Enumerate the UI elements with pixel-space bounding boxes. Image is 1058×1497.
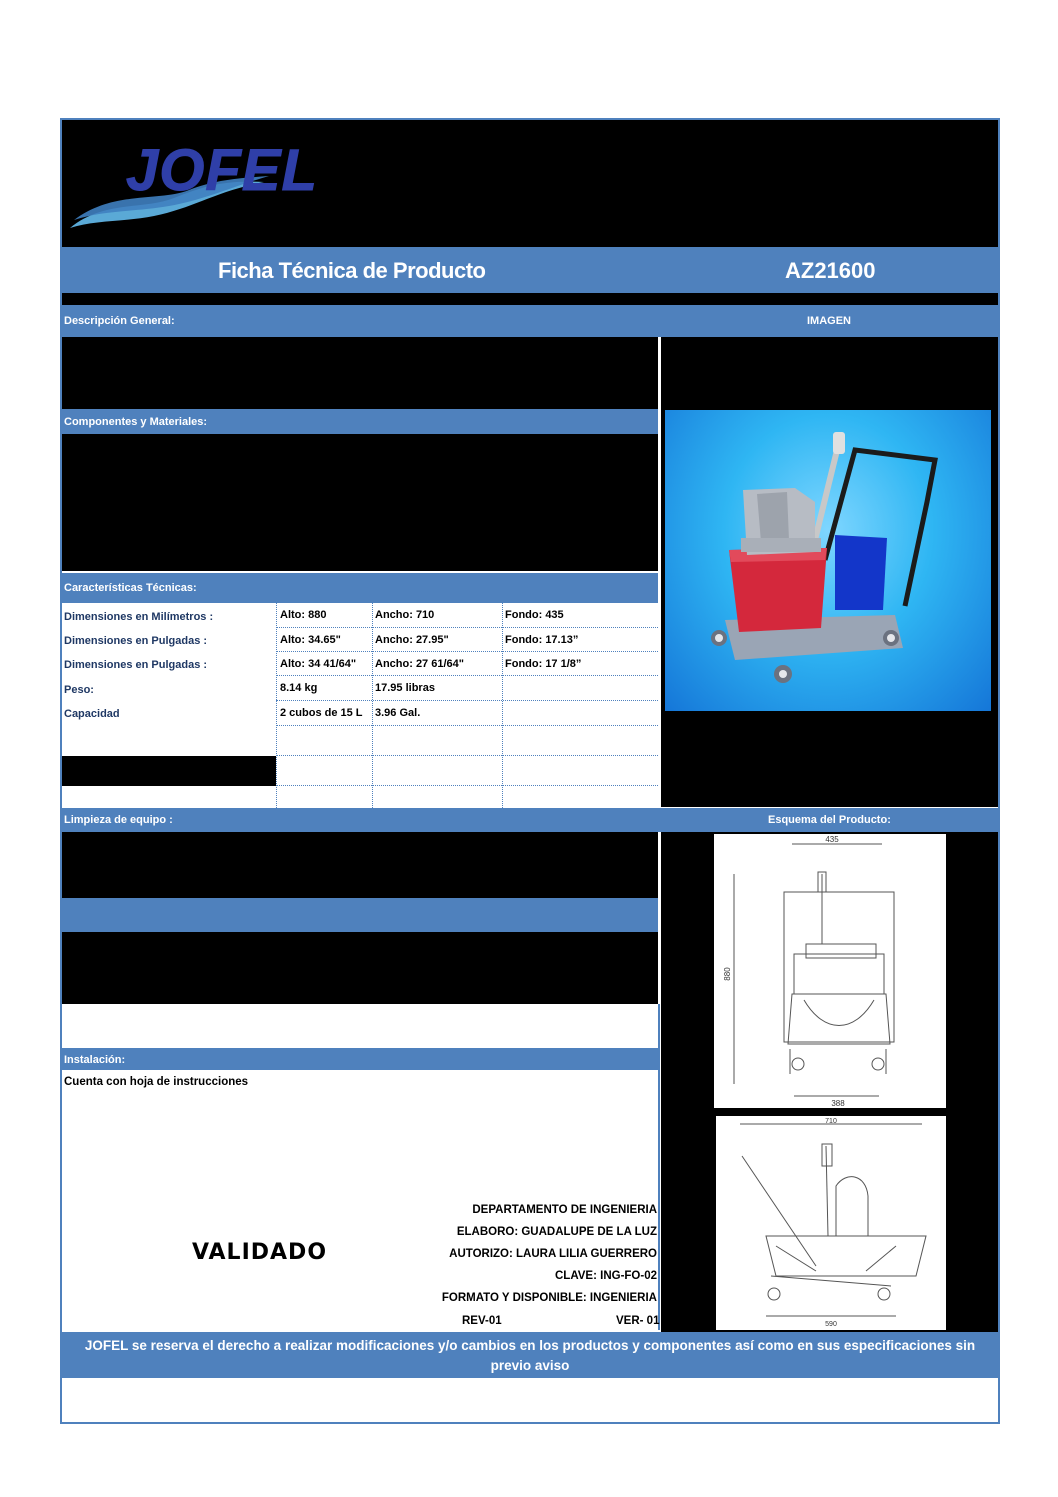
header-componentes: [62, 409, 658, 434]
spec-label: Dimensiones en Pulgadas :: [64, 659, 208, 671]
validado-stamp: VALIDADO: [192, 1240, 328, 1265]
mop-bucket-illustration: [665, 410, 991, 711]
spec-value: 17.95 libras: [375, 682, 435, 694]
left-column-rule: [658, 1004, 660, 1330]
brand-name: JOFEL: [126, 138, 318, 203]
spec-value: Fondo: 17.13”: [505, 634, 579, 646]
dim-front-bottom: 388: [831, 1099, 845, 1108]
title-bar-border: [62, 235, 998, 247]
specs-black-block: [62, 756, 276, 786]
spec-value: Fondo: 435: [505, 609, 564, 621]
limpieza-label: Limpieza de equipo :: [64, 814, 173, 826]
instalacion-label: Instalación:: [64, 1054, 126, 1066]
spec-value: 2 cubos de 15 L: [280, 707, 363, 719]
dim-side-bottom: 590: [825, 1321, 837, 1328]
validation-line: ELABORO: GUADALUPE DE LA LUZ: [456, 1226, 657, 1238]
spec-value: Alto: 34 41/64": [280, 658, 357, 670]
header-instalacion: [62, 1048, 658, 1070]
spec-value: Alto: 34.65": [280, 634, 341, 646]
esquema-label: Esquema del Producto:: [768, 814, 891, 826]
specs-table: [62, 603, 658, 808]
product-image: [665, 410, 991, 711]
spec-label: Dimensiones en Pulgadas :: [64, 635, 208, 647]
logo-header: [62, 120, 998, 235]
jofel-logo: [64, 120, 324, 235]
disclaimer-text: JOFEL se reserva el derecho a realizar modificaciones y/o cambios en los productos y componentes así como en sus especificaciones sin previo aviso: [84, 1338, 976, 1373]
spec-value: 3.96 Gal.: [375, 707, 421, 719]
componentes-label: Componentes y Materiales:: [64, 416, 208, 428]
blue-spacer-band: [62, 898, 658, 932]
ver-label: VER- 01: [616, 1315, 660, 1327]
validation-line: CLAVE: ING-FO-02: [554, 1270, 657, 1282]
rev-label: REV-01: [462, 1315, 502, 1327]
header-caracteristicas: [62, 573, 658, 603]
spec-value: Fondo: 17 1/8”: [505, 658, 582, 670]
instalacion-text: Cuenta con hoja de instrucciones: [64, 1076, 249, 1088]
componentes-content: [62, 434, 658, 571]
validation-line: FORMATO Y DISPONIBLE: INGENIERIA: [441, 1292, 657, 1304]
spec-value: 8.14 kg: [280, 682, 318, 694]
imagen-label: IMAGEN: [807, 315, 851, 327]
front-schematic: [714, 834, 946, 1108]
product-code: AZ21600: [785, 258, 876, 283]
spec-value: Ancho: 710: [375, 609, 435, 621]
caracteristicas-label: Características Técnicas:: [64, 582, 197, 594]
second-content: [62, 932, 658, 1004]
title-bar: [62, 247, 998, 293]
descripcion-content: [62, 337, 658, 409]
dim-front-top: 435: [825, 835, 839, 844]
validation-line: AUTORIZO: LAURA LILIA GUERRERO: [449, 1248, 657, 1260]
spec-value: Alto: 880: [280, 609, 327, 621]
header-descripcion: [62, 305, 998, 337]
dim-side-top: 710: [825, 1118, 837, 1125]
disclaimer-bar: [62, 1332, 998, 1378]
validation-line: DEPARTAMENTO DE INGENIERIA: [472, 1204, 657, 1216]
spec-label: Peso:: [64, 684, 94, 696]
title-bar-bottom: [62, 293, 998, 305]
spec-label: Capacidad: [64, 708, 120, 720]
spec-label: Dimensiones en Milímetros :: [64, 611, 214, 623]
limpieza-content: [62, 832, 658, 898]
spec-value: Ancho: 27.95": [375, 634, 449, 646]
side-schematic: [716, 1116, 946, 1330]
dim-front-height: 880: [723, 967, 732, 981]
descripcion-label: Descripción General:: [64, 315, 175, 327]
title-text: Ficha Técnica de Producto: [218, 258, 486, 283]
spec-value: Ancho: 27 61/64": [375, 658, 464, 670]
header-limpieza: [62, 808, 998, 832]
